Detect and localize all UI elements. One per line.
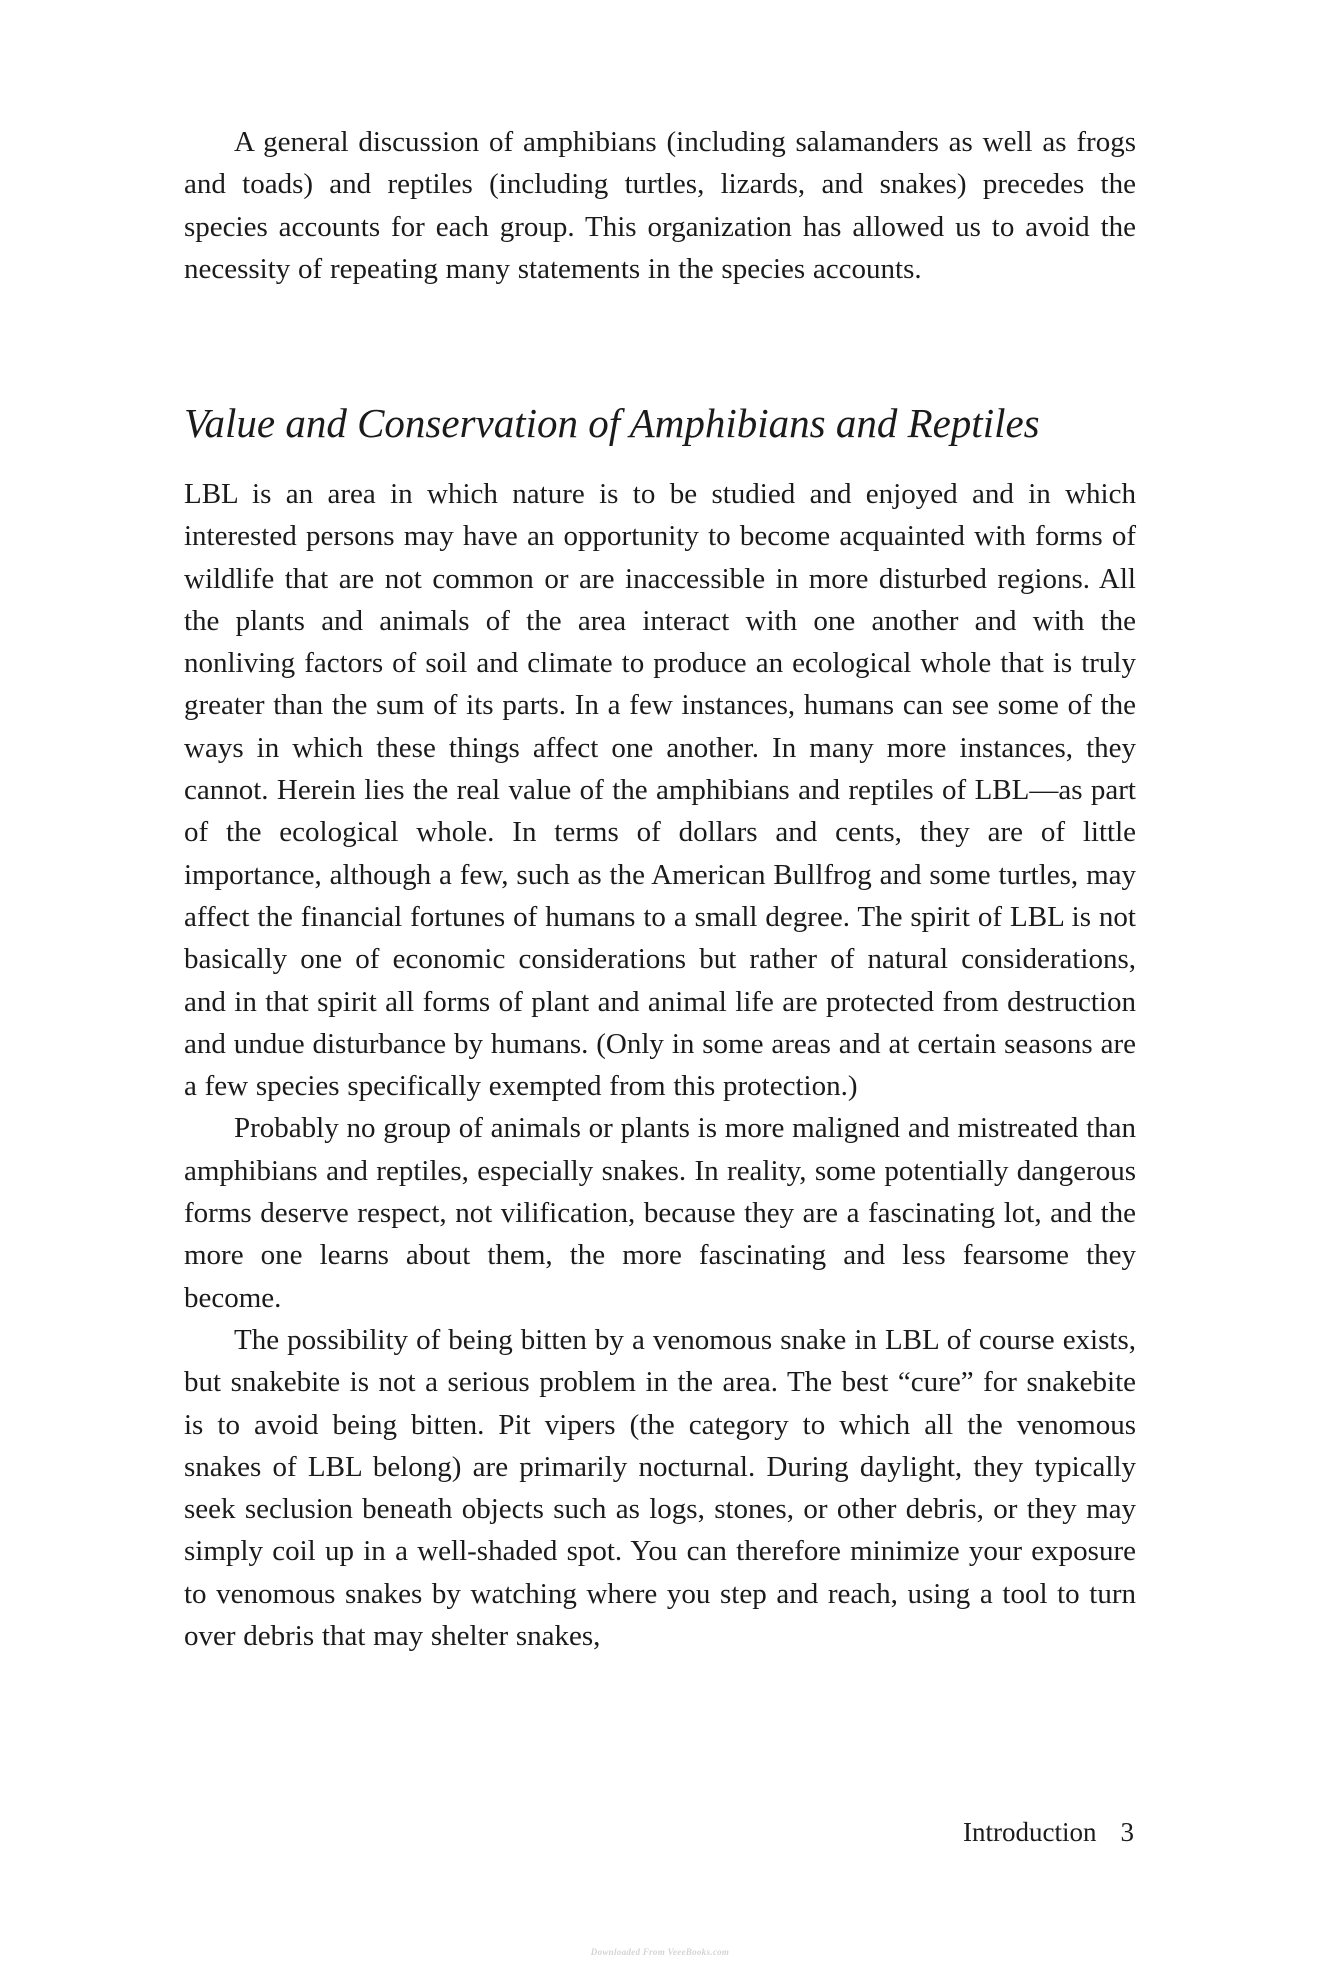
body-paragraph: LBL is an area in which nature is to be studied and enjoyed and in which interested persons may have an opportunity to become acquainted with forms of wildlife that are not common or are inaccessible in more disturbed regions. All the plants and animals of the area interact with one another and with the nonliving factors of soil and climate to produce an ecological whole that is truly greater than the sum of its parts. In a few instances, humans can see some of the ways in which these things affect one another. In many more instances, they cannot. Herein lies the real value of the amphibians and reptiles of LBL—as part of the ecological whole. In terms of dollars and cents, they are of little importance, although a few, such as the American Bullfrog and some turtles, may affect the financial fortunes of humans to a small degree. The spirit of LBL is not basically one of economic considerations but rather of natural considerations, and in that spirit all forms of plant and animal life are protected from destruction and undue disturbance by humans. (Only in some areas and at certain seasons are a few species specifically exempted from this protection.) — [184, 478, 1136, 1103]
body-paragraph: Probably no group of animals or plants is more maligned and mistreated than amphibians and reptiles, especially snakes. In reality, some potentially dangerous forms deserve respect, not vilification, because they are a fascinating lot, and the more one learns about them, the more fascinating and less fearsome they become. — [184, 1112, 1136, 1314]
page-footer — [963, 1814, 1134, 1850]
page-number: 3 — [1120, 1817, 1134, 1847]
section-body — [184, 473, 1136, 1657]
intro-paragraph: A general discussion of amphibians (including salamanders as well as frogs and toads) and reptiles (including turtles, lizards, and snakes) precedes the species accounts for each group. This organization has allowed us to avoid the necessity of repeating many statements in the species accounts. — [184, 126, 1136, 285]
body-paragraph: The possibility of being bitten by a venomous snake in LBL of course exists, but snakebite is not a serious problem in the area. The best “cure” for snakebite is to avoid being bitten. Pit vipers (the category to which all the venomous snakes of LBL belong) are primarily nocturnal. During daylight, they typically seek seclusion beneath objects such as logs, stones, or other debris, or they may simply coil up in a well-shaded spot. You can therefore minimize your exposure to venomous snakes by watching where you step and reach, using a tool to turn over debris that may shelter snakes, — [184, 1323, 1136, 1653]
section-heading: Value and Conservation of Amphibians and Reptiles — [184, 400, 1040, 446]
running-title: Introduction — [963, 1817, 1097, 1847]
download-watermark: Downloaded From VeeeBooks.com — [590, 1947, 730, 1957]
